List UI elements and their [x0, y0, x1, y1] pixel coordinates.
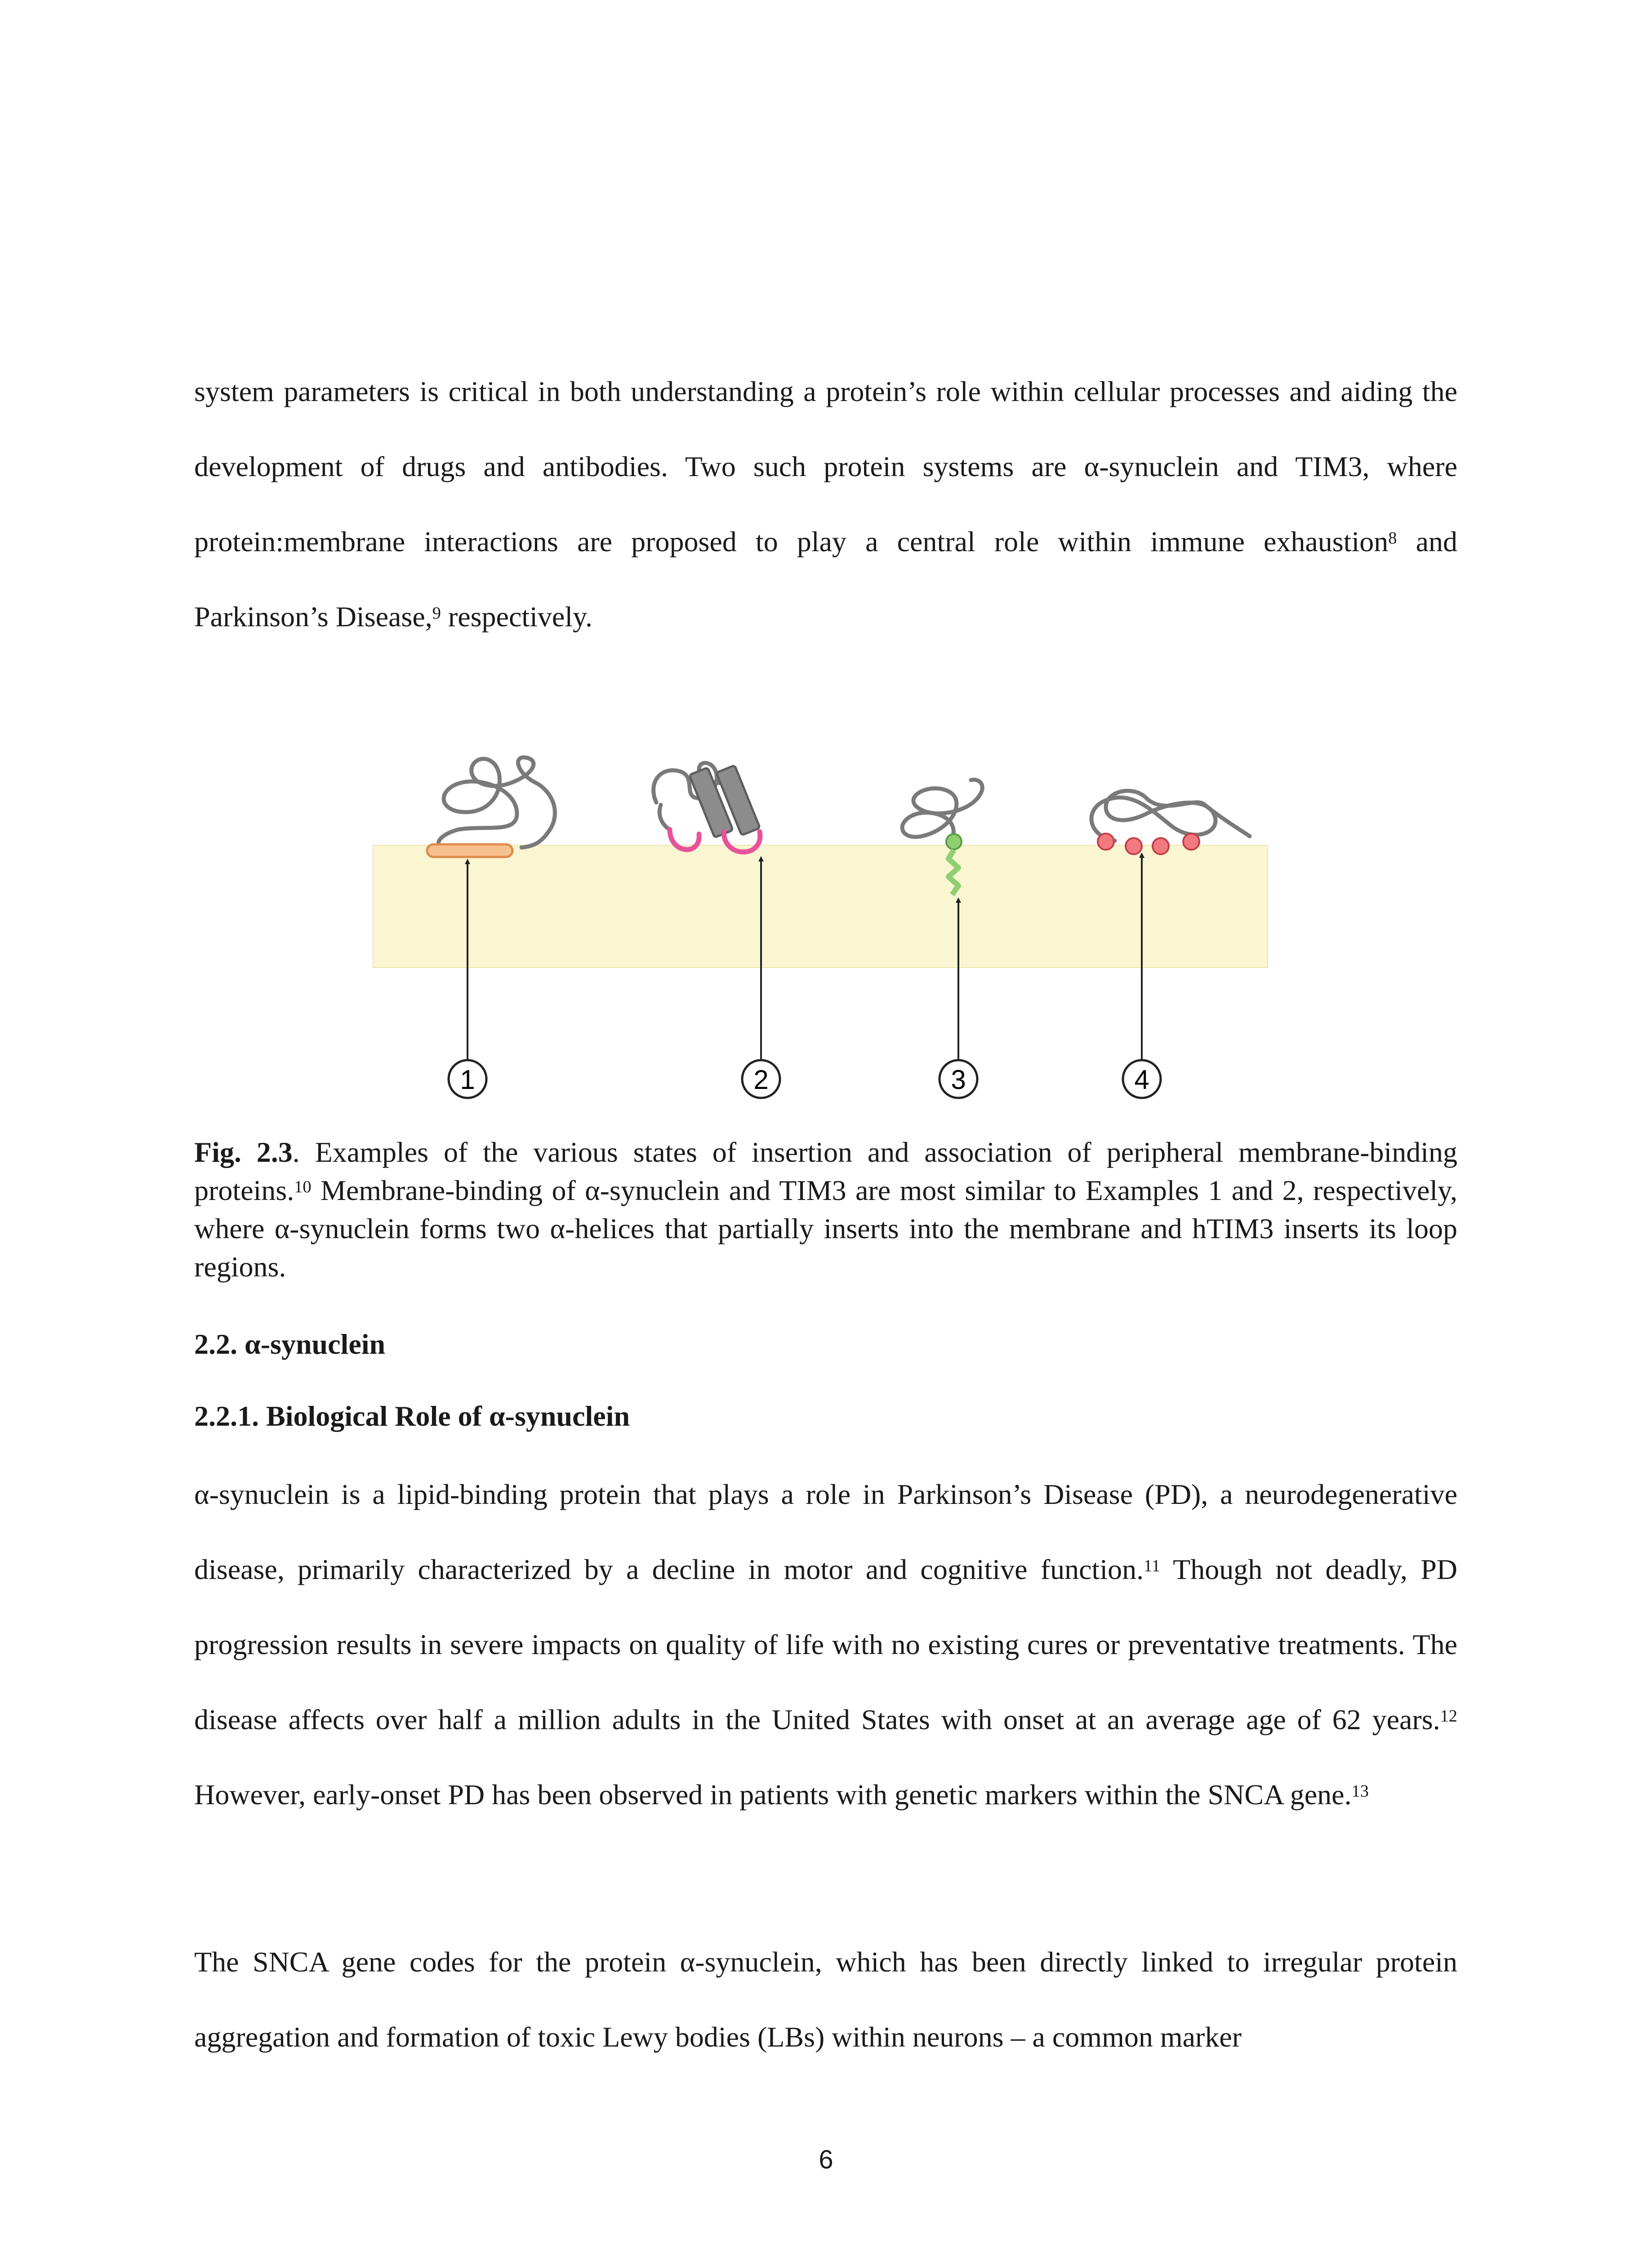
citation-10[interactable]: 10	[294, 1177, 312, 1196]
example-1-protein	[427, 758, 555, 857]
callout-label-4: 4	[1134, 1065, 1149, 1095]
callout-label-2: 2	[753, 1065, 769, 1095]
callout-1	[449, 1060, 486, 1098]
figure-caption	[194, 1133, 1457, 1286]
section-heading: 2.2. α-synuclein	[194, 1328, 386, 1360]
citation-11[interactable]: 11	[1144, 1556, 1161, 1575]
citation-13[interactable]: 13	[1351, 1781, 1369, 1801]
intro-text: system parameters is critical in both understanding a protein’s role within cellular processes and aiding the development of drugs and antibodies. Two such protein systems are α-synuclein and TIM3, where protein:membrane interactions are proposed to play a central role within immune exhaustion	[194, 375, 1457, 558]
callout-label-1: 1	[460, 1065, 475, 1095]
paragraph-2-part-2: Though not deadly, PD progression results in severe impacts on quality of life with no existing cures or preventative treatments. The disease affects over half a million adults in the United States with onset at an average age of 62 years.	[194, 1553, 1458, 1735]
citation-9[interactable]: 9	[432, 603, 441, 623]
page-number: 6	[819, 2145, 833, 2174]
membrane-layer	[373, 845, 1268, 968]
callout-3	[940, 1060, 977, 1098]
figure-label: Fig. 2.3	[194, 1136, 293, 1168]
intro-text-mid: and Parkinson’s Disease,	[194, 526, 1458, 633]
callout-2	[742, 1060, 780, 1098]
example-4-protein	[1091, 791, 1250, 854]
membrane-diagram	[369, 724, 1286, 1106]
paragraph-2-part-1: α-synuclein is a lipid-binding protein that plays a role in Parkinson’s Disease (PD), a neurodegenerative disease, primarily characterized by a decline in motor and cognitive function.	[194, 1478, 1457, 1585]
callout-label-3: 3	[951, 1065, 966, 1095]
citation-8[interactable]: 8	[1388, 528, 1397, 548]
citation-12[interactable]: 12	[1440, 1706, 1457, 1726]
intro-paragraph	[194, 354, 1457, 654]
caption-text: . Examples of the various states of insertion and association of peripheral membrane-binding proteins.	[194, 1136, 1458, 1206]
intro-text-end: respectively.	[441, 601, 592, 633]
membrane-binding-figure	[369, 724, 1286, 1106]
example-2-protein	[654, 763, 760, 852]
subsection-heading: 2.2.1. Biological Role of α-synuclein	[194, 1400, 630, 1432]
caption-rest: Membrane-binding of α-synuclein and TIM3 are most similar to Examples 1 and 2, respectively, where α-synuclein forms two α-helices that partially inserts into the membrane and hTIM3 inserts its loop regions.	[194, 1174, 1457, 1283]
callout-4	[1123, 1060, 1161, 1098]
paragraph-biological-role	[194, 1457, 1457, 1832]
paragraph-2-part-3: However, early-onset PD has been observed in patients with genetic markers within the SNCA gene.	[194, 1779, 1352, 1811]
paragraph-snca-gene: The SNCA gene codes for the protein α-synuclein, which has been directly linked to irregular protein aggregation and formation of toxic Lewy bodies (LBs) within neurons – a common marker	[194, 1946, 1457, 2053]
